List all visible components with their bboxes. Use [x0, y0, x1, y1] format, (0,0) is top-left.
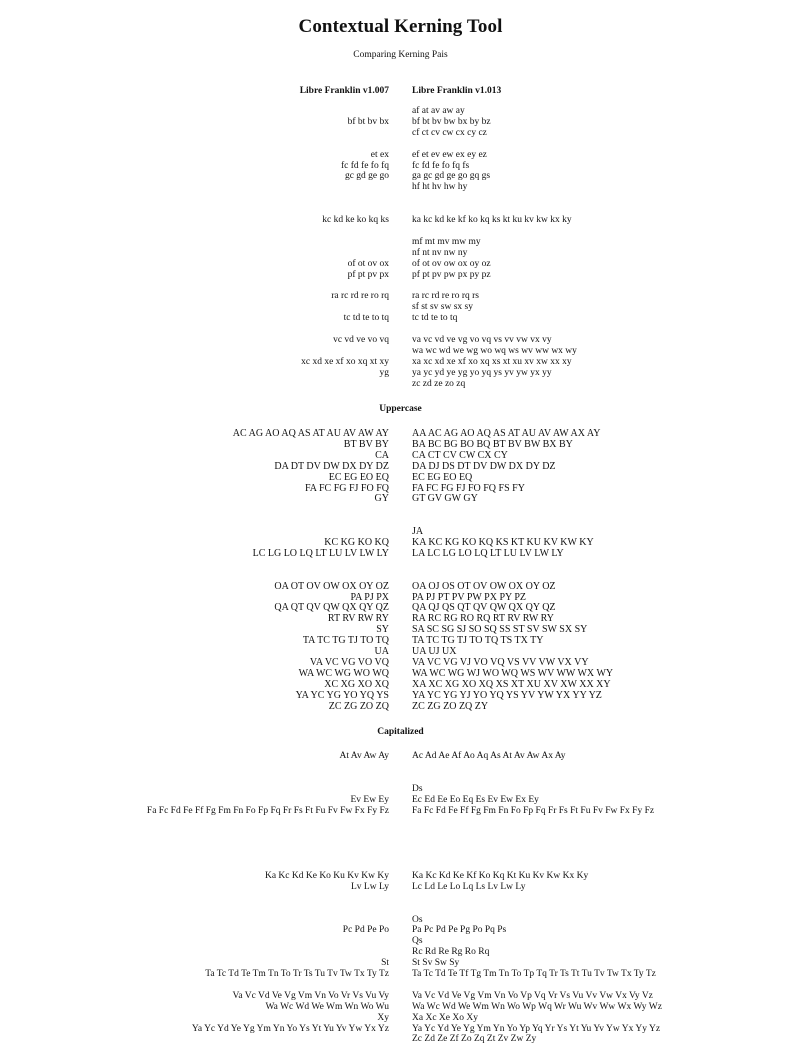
new-version-pairs: EC EG EO EQ [412, 471, 473, 483]
new-version-pairs: PA PJ PT PV PW PX PY PZ [412, 591, 527, 603]
kerning-row [0, 313, 801, 324]
kerning-row [0, 849, 801, 860]
new-version-pairs: WA WC WG WJ WO WQ WS WV WW WX WY [412, 667, 614, 679]
old-version-pairs: LC LG LO LQ LT LU LV LW LY [252, 547, 389, 559]
old-version-pairs: GY [374, 493, 389, 505]
new-version-pairs: ga gc gd ge go gq gs [412, 171, 491, 182]
kerning-row [0, 1002, 801, 1013]
kerning-row [0, 302, 801, 313]
new-version-pairs: Wa Wc Wd We Wm Wn Wo Wp Wq Wr Wu Wv Ww Wx Wy Wz [412, 1001, 662, 1012]
old-version-pairs: Va Vc Vd Ve Vg Vm Vn Vo Vr Vs Vu Vy [232, 990, 389, 1001]
new-version-pairs: bf bt bv bw bx by bz [412, 116, 491, 127]
old-version-pairs: OA OT OV OW OX OY OZ [274, 580, 389, 592]
kerning-row [0, 182, 801, 193]
old-version-pairs: Ya Yc Yd Ye Yg Ym Yn Yo Ys Yt Yu Yv Yw Yx Yz [191, 1023, 389, 1034]
kerning-row [0, 947, 801, 958]
new-version-pairs: tc td te to tq [412, 313, 458, 324]
kerning-row [0, 515, 801, 526]
kerning-row [0, 838, 801, 849]
page-title: Contextual Kerning Tool [298, 16, 503, 37]
kerning-row [0, 504, 801, 515]
old-version-pairs: Ta Tc Td Te Tm Tn To Tr Ts Tu Tv Tw Tx Ty Tz [205, 969, 389, 979]
kerning-row [0, 493, 801, 504]
kerning-row [0, 150, 801, 161]
kerning-row [0, 624, 801, 635]
old-version-pairs: tc td te to tq [343, 313, 389, 324]
new-version-pairs: SA SC SG SJ SO SQ SS ST SV SW SX SY [412, 624, 588, 636]
old-version-pairs: Ka Kc Kd Ke Ko Ku Kv Kw Ky [264, 870, 389, 881]
kerning-row [0, 581, 801, 592]
old-version-pairs: ZC ZG ZO ZQ [328, 700, 389, 712]
new-version-pairs: ka kc kd ke kf ko kq ks kt ku kv kw kx ky [412, 215, 572, 225]
new-version-pairs: ef et ev ew ex ey ez [412, 149, 487, 160]
old-version-pairs: et ex [370, 149, 389, 160]
kerning-row [0, 1024, 801, 1035]
old-version-pairs: fc fd fe fo fq [340, 160, 389, 171]
kerning-row [0, 657, 801, 668]
new-version-pairs: AA AC AG AO AQ AS AT AU AV AW AX AY [412, 428, 601, 439]
old-version-pairs: VA VC VG VO VQ [309, 656, 389, 668]
new-version-pairs: ZC ZG ZO ZQ ZY [412, 700, 489, 712]
kerning-row [0, 679, 801, 690]
kerning-row [0, 613, 801, 624]
old-version-pairs: Pc Pd Pe Po [342, 925, 389, 936]
new-version-pairs: JA [412, 526, 424, 538]
kerning-row [0, 958, 801, 969]
kerning-row [0, 806, 801, 817]
old-version-pairs: SY [376, 624, 389, 636]
section-heading: Capitalized [377, 727, 424, 737]
new-version-pairs: hf ht hv hw hy [412, 182, 468, 193]
new-version-pairs: Lc Ld Le Lo Lq Ls Lv Lw Ly [412, 881, 526, 892]
kerning-row [0, 335, 801, 346]
old-version-pairs: Ev Ew Ey [350, 794, 389, 805]
old-version-pairs: Wa Wc Wd We Wm Wn Wo Wu [265, 1001, 389, 1012]
old-version-pairs: RT RV RW RY [327, 613, 389, 625]
kerning-row [0, 139, 801, 150]
kerning-row [0, 346, 801, 357]
old-version-pairs: WA WC WG WO WQ [298, 667, 389, 679]
kerning-row [0, 483, 801, 494]
new-version-pairs: Va Vc Vd Ve Vg Vm Vn Vo Vp Vq Vr Vs Vu Vv Vw Vx Vy Vz [412, 990, 653, 1001]
kerning-row [0, 1034, 801, 1045]
old-version-pairs: yg [379, 367, 389, 378]
kerning-row [0, 915, 801, 926]
page-subtitle: Comparing Kerning Pais [353, 50, 448, 60]
new-version-pairs: zc zd ze zo zq [412, 378, 466, 389]
new-version-pairs: DA DJ DS DT DV DW DX DY DZ [412, 460, 556, 472]
new-version-pairs: CA CT CV CW CX CY [412, 449, 508, 461]
kerning-row [0, 668, 801, 679]
kerning-row [0, 171, 801, 182]
new-version-pairs: QA QJ QS QT QV QW QX QY QZ [412, 602, 556, 614]
kerning-row [0, 860, 801, 871]
old-version-pairs: pf pt pv px [347, 269, 389, 280]
kerning-row [0, 925, 801, 936]
new-version-pairs: of ot ov ow ox oy oz [412, 258, 491, 269]
kerning-row [0, 128, 801, 139]
new-version-pairs: Ya Yc Yd Ye Yg Ym Yn Yo Yp Yq Yr Ys Yt Yu Yv Yw Yx Yy Yz [412, 1023, 661, 1034]
kerning-row [0, 280, 801, 291]
new-version-pairs: wa wc wd we wg wo wq ws wv ww wx wy [412, 345, 577, 356]
kerning-row [0, 117, 801, 128]
new-version-pairs: KA KC KG KO KQ KS KT KU KV KW KY [412, 537, 594, 548]
kerning-row [0, 439, 801, 450]
kerning-row [0, 270, 801, 281]
new-version-pairs: va vc vd ve vg vo vq vs vv vw vx vy [412, 334, 552, 345]
kerning-row [0, 816, 801, 827]
new-version-pairs: LA LC LG LO LQ LT LU LV LW LY [412, 547, 564, 559]
new-version-pairs: Pa Pc Pd Pe Pg Po Pq Ps [412, 925, 507, 936]
kerning-row [0, 161, 801, 172]
kerning-row [0, 291, 801, 302]
kerning-row [0, 548, 801, 559]
new-version-pairs: Ec Ed Ee Eo Eq Es Ev Ew Ex Ey [412, 794, 539, 805]
kerning-row [0, 193, 801, 204]
old-version-pairs: vc vd ve vo vq [333, 334, 389, 345]
kerning-row [0, 559, 801, 570]
kerning-row [0, 882, 801, 893]
new-version-pairs: FA FC FG FJ FO FQ FS FY [412, 482, 525, 494]
kerning-row [0, 690, 801, 701]
new-version-pairs: Ac Ad Ae Af Ao Aq As At Av Aw Ax Ay [412, 751, 566, 761]
kerning-row [0, 537, 801, 548]
kerning-row [0, 827, 801, 838]
new-version-pairs: fc fd fe fo fq fs [412, 160, 470, 171]
kerning-row [0, 784, 801, 795]
new-version-pairs: XA XC XG XO XQ XS XT XU XV XW XX XY [412, 678, 611, 690]
old-version-pairs: PA PJ PX [350, 591, 389, 603]
old-version-pairs: QA QT QV QW QX QY QZ [274, 602, 389, 614]
kerning-row [0, 357, 801, 368]
new-version-pairs: Rc Rd Re Rg Ro Rq [412, 947, 490, 958]
old-version-pairs: XC XG XO XQ [324, 678, 389, 690]
kerning-row [0, 751, 801, 762]
old-version-pairs: ra rc rd re ro rq [331, 291, 389, 302]
old-version-pairs: Xy [377, 1012, 389, 1023]
kerning-row [0, 1013, 801, 1024]
new-version-pairs: Ta Tc Td Te Tf Tg Tm Tn To Tp Tq Tr Ts Tt Tu Tv Tw Tx Ty Tz [412, 969, 656, 979]
old-version-pairs: gc gd ge go [344, 171, 389, 182]
old-version-pairs: At Av Aw Ay [339, 751, 389, 761]
new-version-pairs: nf nt nv nw ny [412, 247, 468, 258]
new-version-pairs: OA OJ OS OT OV OW OX OY OZ [412, 580, 556, 592]
new-version-pairs: ra rc rd re ro rq rs [412, 291, 479, 302]
kerning-row [0, 450, 801, 461]
column-header-new-version: Libre Franklin v1.013 [412, 86, 502, 96]
new-version-pairs: Zc Zd Ze Zf Zo Zq Zt Zv Zw Zy [412, 1034, 537, 1045]
new-version-pairs: mf mt mv mw my [412, 236, 481, 247]
kerning-row [0, 324, 801, 335]
new-version-pairs: Fa Fc Fd Fe Ff Fg Fm Fn Fo Fp Fq Fr Fs Ft Fu Fv Fw Fx Fy Fz [412, 805, 655, 816]
kerning-row [0, 204, 801, 215]
old-version-pairs: BT BV BY [343, 438, 389, 450]
new-version-pairs: xa xc xd xe xf xo xq xs xt xu xv xw xx xy [412, 356, 572, 367]
kerning-row [0, 773, 801, 784]
kerning-row [0, 592, 801, 603]
kerning-row [0, 215, 801, 226]
new-version-pairs: BA BC BG BO BQ BT BV BW BX BY [412, 438, 573, 450]
new-version-pairs: Os [412, 914, 423, 925]
kerning-row [0, 106, 801, 117]
new-version-pairs: St Sv Sw Sy [412, 958, 460, 969]
kerning-row [0, 570, 801, 581]
old-version-pairs: kc kd ke ko kq ks [322, 215, 389, 225]
kerning-row [0, 248, 801, 259]
kerning-row [0, 893, 801, 904]
kerning-row [0, 237, 801, 248]
old-version-pairs: Fa Fc Fd Fe Ff Fg Fm Fn Fo Fp Fq Fr Fs Ft Fu Fv Fw Fx Fy Fz [146, 805, 389, 816]
kerning-row [0, 980, 801, 991]
old-version-pairs: Lv Lw Ly [351, 881, 389, 892]
new-version-pairs: UA UJ UX [412, 646, 457, 657]
new-version-pairs: YA YC YG YJ YO YQ YS YV YW YX YY YZ [412, 689, 602, 701]
new-version-pairs: Ka Kc Kd Ke Kf Ko Kq Kt Ku Kv Kw Kx Ky [412, 870, 589, 881]
old-version-pairs: DA DT DV DW DX DY DZ [274, 460, 389, 472]
new-version-pairs: af at av aw ay [412, 106, 465, 116]
kerning-row [0, 991, 801, 1002]
new-version-pairs: TA TC TG TJ TO TQ TS TX TY [412, 635, 544, 647]
old-version-pairs: YA YC YG YO YQ YS [295, 689, 389, 701]
column-header-old-version: Libre Franklin v1.007 [299, 86, 389, 96]
kerning-row [0, 762, 801, 773]
old-version-pairs: of ot ov ox [347, 258, 389, 269]
new-version-pairs: Xa Xc Xe Xo Xy [412, 1012, 478, 1023]
kerning-row [0, 428, 801, 439]
kerning-row [0, 646, 801, 657]
kerning-row [0, 461, 801, 472]
old-version-pairs: TA TC TG TJ TO TQ [302, 635, 389, 647]
new-version-pairs: ya yc yd ye yg yo yq ys yv yw yx yy [412, 367, 552, 378]
kerning-row [0, 379, 801, 390]
kerning-row [0, 226, 801, 237]
old-version-pairs: FA FC FG FJ FO FQ [304, 482, 389, 494]
kerning-row [0, 904, 801, 915]
old-version-pairs: EC EG EO EQ [328, 471, 389, 483]
new-version-pairs: Ds [412, 783, 423, 794]
kerning-row [0, 871, 801, 882]
old-version-pairs: bf bt bv bx [347, 116, 389, 127]
kerning-row [0, 368, 801, 379]
old-version-pairs: xc xd xe xf xo xq xt xy [301, 356, 389, 367]
old-version-pairs: CA [375, 449, 389, 461]
kerning-row [0, 969, 801, 980]
new-version-pairs: Qs [412, 936, 423, 947]
new-version-pairs: sf st sv sw sx sy [412, 302, 473, 313]
new-version-pairs: GT GV GW GY [412, 493, 478, 505]
kerning-row [0, 936, 801, 947]
kerning-row [0, 526, 801, 537]
kerning-row [0, 259, 801, 270]
old-version-pairs: UA [374, 646, 389, 657]
kerning-row [0, 472, 801, 483]
old-version-pairs: AC AG AO AQ AS AT AU AV AW AY [232, 428, 389, 439]
section-heading: Uppercase [379, 404, 422, 414]
new-version-pairs: cf ct cv cw cx cy cz [412, 127, 487, 138]
kerning-row [0, 602, 801, 613]
old-version-pairs: KC KG KO KQ [324, 537, 389, 548]
new-version-pairs: pf pt pv pw px py pz [412, 269, 491, 280]
new-version-pairs: VA VC VG VJ VO VQ VS VV VW VX VY [412, 656, 589, 668]
kerning-row [0, 701, 801, 712]
new-version-pairs: RA RC RG RO RQ RT RV RW RY [412, 613, 554, 625]
kerning-row [0, 635, 801, 646]
old-version-pairs: St [381, 958, 389, 969]
kerning-row [0, 795, 801, 806]
